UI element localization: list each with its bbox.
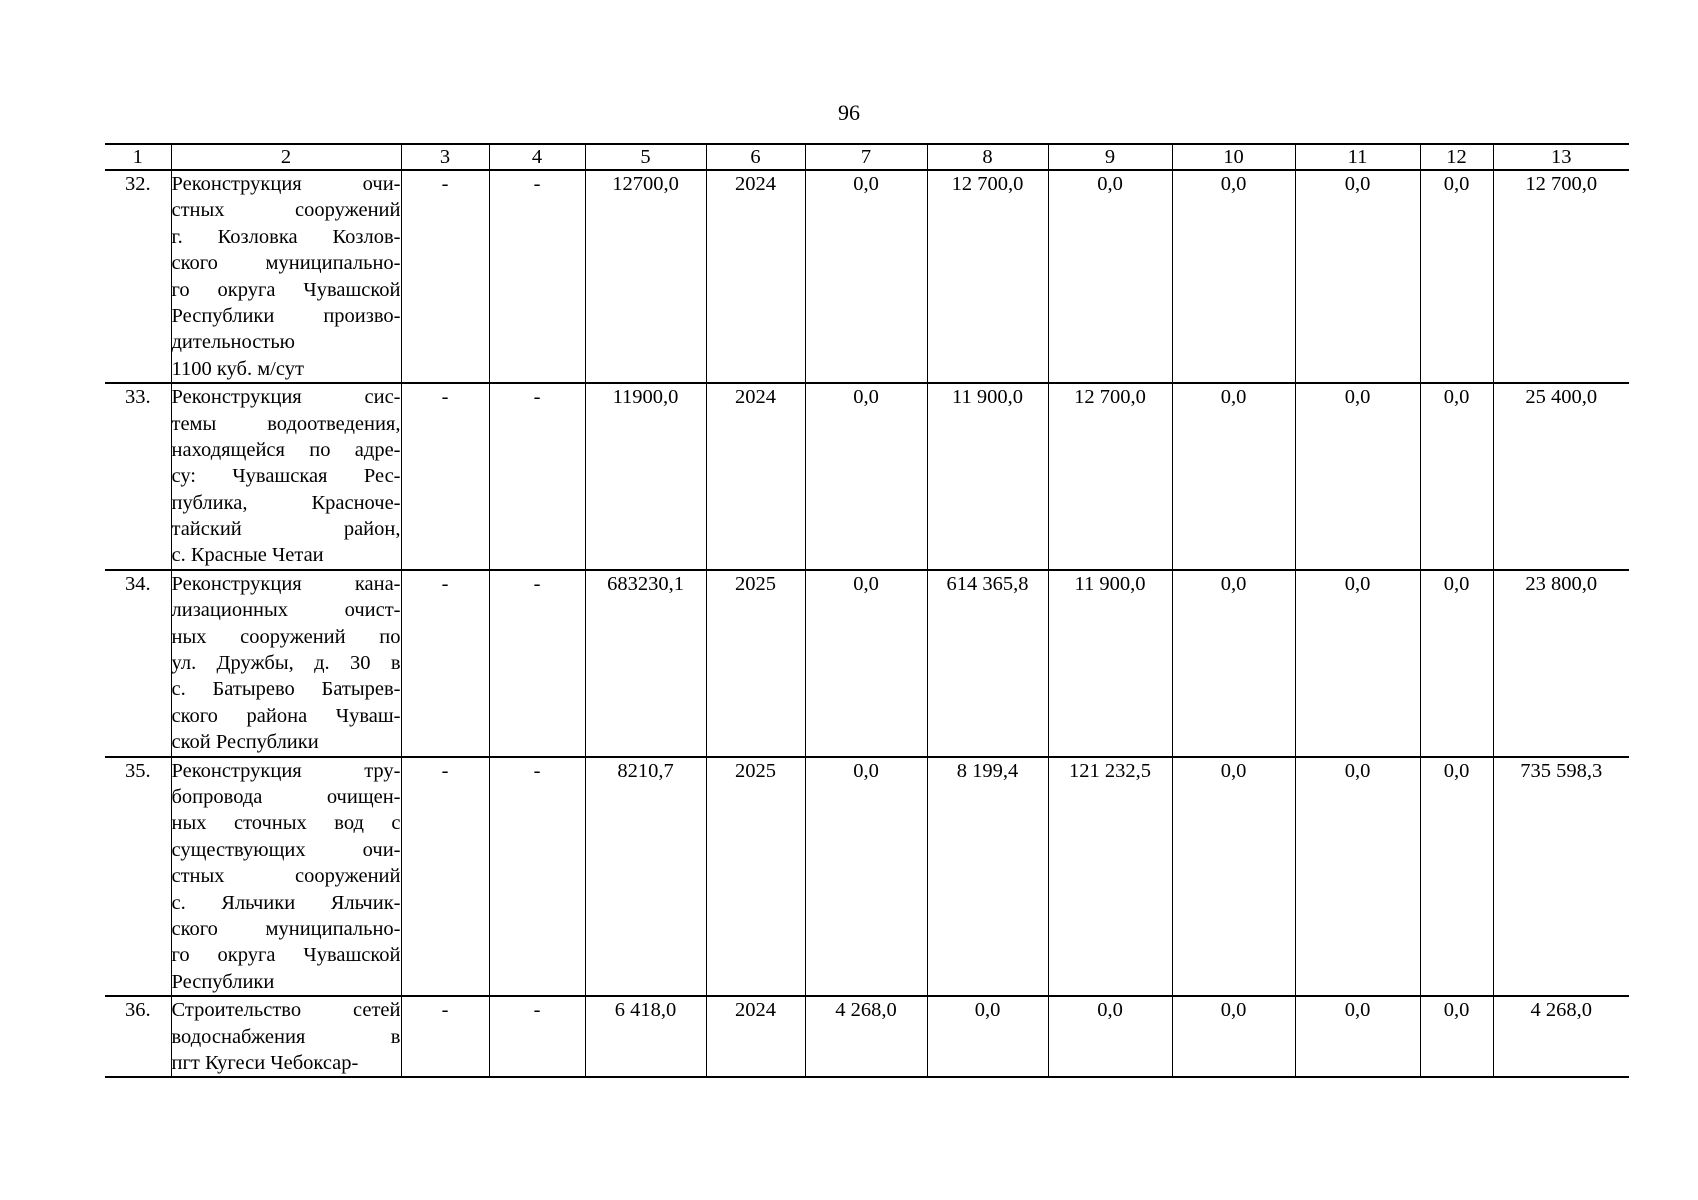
project-name-line: публика, Красноче- [171, 491, 401, 514]
value-cell-col-13: 735 598,3 [1493, 757, 1629, 997]
value-cell-col-11: 0,0 [1295, 170, 1420, 383]
value-cell-col-8: 12 700,0 [927, 170, 1048, 383]
value-cell-col-9: 0,0 [1048, 170, 1172, 383]
value-cell-col-5: 6 418,0 [585, 996, 706, 1077]
value-cell-col-10: 0,0 [1172, 383, 1295, 570]
project-name-line: Реконструкция тру- [171, 759, 401, 782]
value-cell-col-6: 2024 [706, 383, 805, 570]
column-header-1: 1 [105, 144, 171, 170]
value-cell-col-13: 25 400,0 [1493, 383, 1629, 570]
project-name-line: Реконструкция очи- [171, 173, 401, 195]
value-cell-col-5: 12700,0 [585, 170, 706, 383]
value-cell-col-13: 23 800,0 [1493, 570, 1629, 757]
table-row [105, 996, 1629, 1077]
table-row [105, 570, 1629, 757]
value-cell-col-3: - [401, 170, 489, 383]
project-name-line: ского муниципально- [171, 252, 401, 275]
table-header [105, 144, 1629, 170]
column-header-4: 4 [489, 144, 585, 170]
value-cell-col-8: 614 365,8 [927, 570, 1048, 757]
header-row [105, 144, 1629, 170]
column-header-3: 3 [401, 144, 489, 170]
value-cell-col-11: 0,0 [1295, 757, 1420, 997]
row-index: 32. [105, 170, 171, 383]
value-cell-col-11: 0,0 [1295, 570, 1420, 757]
row-index: 33. [105, 383, 171, 570]
value-cell-col-4: - [489, 170, 585, 383]
value-cell-col-9: 12 700,0 [1048, 383, 1172, 570]
value-cell-col-5: 8210,7 [585, 757, 706, 997]
value-cell-col-5: 683230,1 [585, 570, 706, 757]
value-cell-col-3: - [401, 383, 489, 570]
project-name-line: с. Батырево Батырев- [171, 678, 401, 701]
project-name-line: ского района Чуваш- [171, 704, 401, 727]
column-header-9: 9 [1048, 144, 1172, 170]
row-index: 35. [105, 757, 171, 997]
value-cell-col-9: 0,0 [1048, 996, 1172, 1077]
value-cell-col-4: - [489, 383, 585, 570]
value-cell-col-8: 11 900,0 [927, 383, 1048, 570]
table-row [105, 383, 1629, 570]
project-name-cell [171, 996, 401, 1077]
column-header-11: 11 [1295, 144, 1420, 170]
project-name-line: ных сточных вод с [171, 812, 401, 835]
project-name-line: стных сооружений [171, 199, 401, 222]
project-name-cell [171, 383, 401, 570]
project-name-line: лизационных очист- [171, 599, 401, 622]
project-name-line: с. Яльчики Яльчик- [171, 891, 401, 914]
project-name-line: Строительство сетей [171, 999, 401, 1022]
project-name-line: Реконструкция сис- [171, 386, 401, 409]
value-cell-col-10: 0,0 [1172, 996, 1295, 1077]
value-cell-col-8: 8 199,4 [927, 757, 1048, 997]
project-name-line: 1100 куб. м/сут [171, 357, 304, 380]
row-index: 36. [105, 996, 171, 1077]
project-name-line: ных сооружений по [171, 625, 401, 648]
project-name-line: темы водоотведения, [171, 412, 401, 435]
table-body [105, 170, 1629, 1077]
project-name-line: г. Козловка Козлов- [171, 225, 401, 248]
page-number: 96 [838, 100, 860, 125]
project-name-line: Республики произво- [171, 304, 401, 327]
column-header-7: 7 [805, 144, 927, 170]
project-name-line: стных сооружений [171, 865, 401, 888]
column-header-13: 13 [1493, 144, 1629, 170]
project-name-line: Реконструкция кана- [171, 572, 401, 595]
value-cell-col-13: 4 268,0 [1493, 996, 1629, 1077]
column-header-12: 12 [1420, 144, 1493, 170]
value-cell-col-11: 0,0 [1295, 996, 1420, 1077]
project-name-line: пгт Кугеси Чебоксар- [171, 1051, 359, 1074]
table-row [105, 757, 1629, 997]
project-name-cell [171, 570, 401, 757]
project-name-line: дительностью [171, 331, 295, 354]
value-cell-col-4: - [489, 570, 585, 757]
value-cell-col-10: 0,0 [1172, 170, 1295, 383]
project-name-line: су: Чувашская Рес- [171, 465, 401, 488]
project-name-cell [171, 170, 401, 383]
project-name-line: ул. Дружбы, д. 30 в [171, 652, 401, 675]
value-cell-col-6: 2024 [706, 170, 805, 383]
value-cell-col-9: 11 900,0 [1048, 570, 1172, 757]
value-cell-col-3: - [401, 996, 489, 1077]
value-cell-col-12: 0,0 [1420, 383, 1493, 570]
value-cell-col-12: 0,0 [1420, 996, 1493, 1077]
value-cell-col-4: - [489, 757, 585, 997]
value-cell-col-8: 0,0 [927, 996, 1048, 1077]
value-cell-col-13: 12 700,0 [1493, 170, 1629, 383]
project-name-line: го округа Чувашской [171, 278, 401, 301]
value-cell-col-4: - [489, 996, 585, 1077]
budget-table [105, 143, 1629, 1078]
value-cell-col-3: - [401, 757, 489, 997]
project-name-line: находящейся по адре- [171, 438, 401, 461]
project-name-line: существующих очи- [171, 838, 401, 861]
project-name-line: бопровода очищен- [171, 785, 401, 808]
value-cell-col-6: 2025 [706, 757, 805, 997]
project-name-cell [171, 757, 401, 997]
value-cell-col-7: 0,0 [805, 170, 927, 383]
value-cell-col-5: 11900,0 [585, 383, 706, 570]
project-name-line: водоснабжения в [171, 1025, 401, 1048]
table-row [105, 170, 1629, 383]
column-header-10: 10 [1172, 144, 1295, 170]
value-cell-col-7: 0,0 [805, 383, 927, 570]
value-cell-col-7: 0,0 [805, 757, 927, 997]
column-header-8: 8 [927, 144, 1048, 170]
value-cell-col-9: 121 232,5 [1048, 757, 1172, 997]
project-name-line: с. Красные Четаи [171, 544, 324, 567]
value-cell-col-12: 0,0 [1420, 570, 1493, 757]
value-cell-col-3: - [401, 570, 489, 757]
value-cell-col-11: 0,0 [1295, 383, 1420, 570]
value-cell-col-10: 0,0 [1172, 570, 1295, 757]
value-cell-col-12: 0,0 [1420, 170, 1493, 383]
project-name-line: ской Республики [171, 731, 319, 754]
value-cell-col-6: 2025 [706, 570, 805, 757]
project-name-line: ского муниципально- [171, 917, 401, 940]
project-name-line: Республики [171, 970, 275, 993]
value-cell-col-12: 0,0 [1420, 757, 1493, 997]
project-name-line: го округа Чувашской [171, 944, 401, 967]
project-name-line: тайский район, [171, 518, 401, 541]
row-index: 34. [105, 570, 171, 757]
column-header-2: 2 [171, 144, 401, 170]
value-cell-col-7: 0,0 [805, 570, 927, 757]
value-cell-col-10: 0,0 [1172, 757, 1295, 997]
column-header-6: 6 [706, 144, 805, 170]
value-cell-col-6: 2024 [706, 996, 805, 1077]
value-cell-col-7: 4 268,0 [805, 996, 927, 1077]
column-header-5: 5 [585, 144, 706, 170]
